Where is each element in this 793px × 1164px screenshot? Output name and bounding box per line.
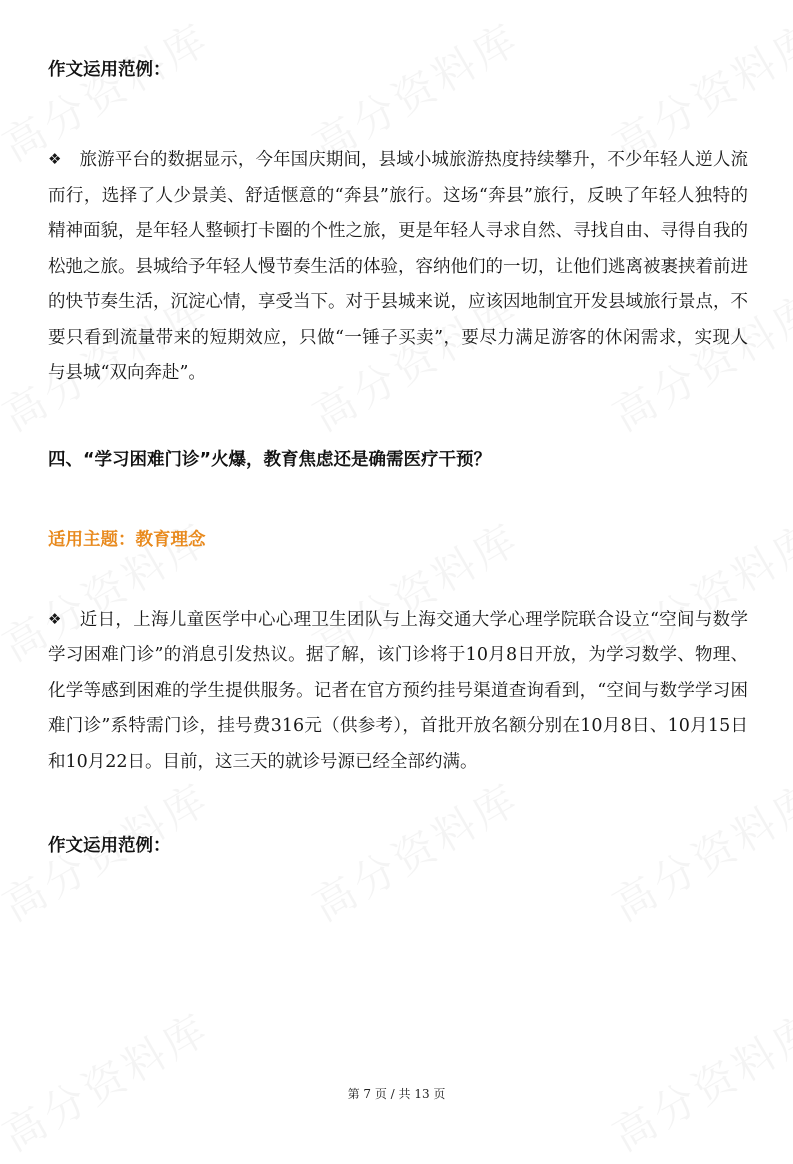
example-paragraph <box>48 142 748 392</box>
document-body <box>48 52 748 864</box>
bullet-diamond-icon: ❖ <box>48 150 62 168</box>
example-heading: 作文运用范例： <box>48 836 171 856</box>
bullet-diamond-icon: ❖ <box>48 609 62 628</box>
news-paragraph <box>48 602 748 781</box>
section-title: 四、“学习困难门诊”火爆，教育焦虑还是确需医疗干预？ <box>48 449 492 470</box>
paragraph-text: 旅游平台的数据显示，今年国庆期间，县域小城旅游热度持续攀升，不少年轻人逆人流而行，选择了人少景美、舒适惬意的“奔县”旅行。这场“奔县”旅行，反映了年轻人独特的精神面貌，是年轻人整顿打卡圈的个性之旅，更是年轻人寻求自然、寻找自由、寻得自我的松弛之旅。县城给予年轻人慢节奏生活的体验，容纳他们的一切，让他们逃离被裹挟着前进的快节奏生活，沉淀心情，享受当下。对于县城来说，应该因地制宜开发县域旅行景点，不要只看到流量带来的短期效应，只做“一锤子买卖”，要尽力满足游客的休闲需求，实现人与县城“双向奔赴”。 <box>48 150 748 383</box>
page-number: 第 7 页 / 共 13 页 <box>347 1087 446 1101</box>
paragraph-text: 近日，上海儿童医学中心心理卫生团队与上海交通大学心理学院联合设立“空间与数学学习困难门诊”的消息引发热议。据了解，该门诊将于10月8日开放，为学习数学、物理、化学等感到困难的学生提供服务。记者在官方预约挂号渠道查询看到，“空间与数学学习困难门诊”系特需门诊，挂号费316元（供参考），首批开放名额分别在10月8日、10月15日和10月22日。目前，这三天的就诊号源已经全部约满。 <box>48 609 748 772</box>
theme-label: 适用主题：教育理念 <box>48 529 206 550</box>
example-heading: 作文运用范例： <box>48 60 171 80</box>
watermark-text <box>0 997 220 1164</box>
watermark-text <box>600 997 793 1164</box>
